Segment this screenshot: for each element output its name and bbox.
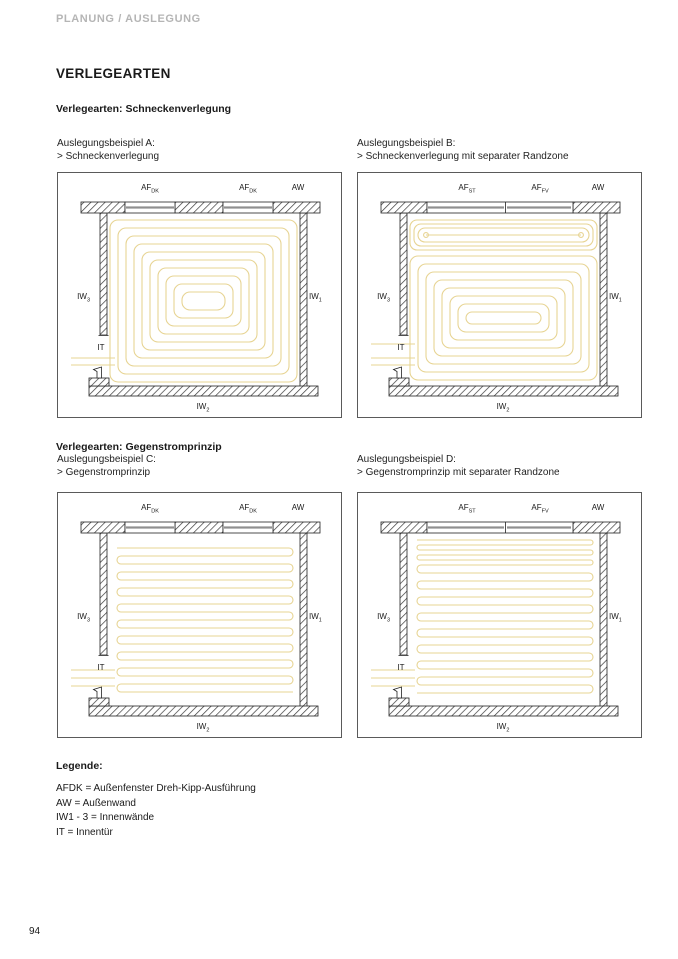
label-wall-bottom: $IW_2$ [196,722,210,734]
label-door: IT [97,663,105,672]
caption-example-a [57,138,159,163]
legend-list [56,782,256,840]
label-door: IT [397,343,405,352]
label-window1: $AF_{DK}$ [141,183,159,195]
legend-item-it: IT = Innentür [56,826,113,838]
label-outer-wall: AW [291,503,305,512]
label-window2: $AF_{DK}$ [239,183,257,195]
section-heading-schneckenverlegung: Verlegearten: Schneckenverlegung [56,103,232,115]
label-window1: $AF_{DK}$ [141,503,159,515]
legend-item-iw: IW1 - 3 = Innenwände [56,812,155,823]
label-wall-left: $IW_3$ [377,292,390,304]
diagram-a [57,172,342,418]
section-heading-gegenstromprinzip: Verlegearten: Gegenstromprinzip [56,441,222,453]
label-window1: $AF_{ST}$ [458,183,476,195]
label-wall-left: $IW_3$ [377,612,390,624]
label-window2: $AF_{FV}$ [531,183,549,195]
label-wall-right: $IW_1$ [609,292,622,304]
caption-d-line2: > Gegenstromprinzip mit separater Randzone [357,466,560,478]
caption-a-line1: Auslegungsbeispiel A: [57,138,155,149]
diagram-b [357,172,642,418]
caption-example-c [57,454,156,479]
label-outer-wall: AW [591,503,605,512]
label-window2: $AF_{FV}$ [531,503,549,515]
label-door: IT [397,663,405,672]
caption-example-b [357,138,569,163]
caption-c-line2: > Gegenstromprinzip [57,466,151,478]
caption-b-line1: Auslegungsbeispiel B: [357,138,456,149]
label-wall-bottom: $IW_2$ [496,402,510,414]
legend-title: Legende: [56,760,103,772]
label-wall-right: $IW_1$ [309,612,322,624]
label-wall-bottom: $IW_2$ [496,722,510,734]
page-header: PLANUNG / AUSLEGUNG [56,13,201,25]
caption-a-line2: > Schneckenverlegung [57,150,160,162]
page-number: 94 [29,926,41,937]
label-wall-bottom: $IW_2$ [196,402,210,414]
diagram-c [57,492,342,738]
label-outer-wall: AW [291,183,305,192]
diagram-d [357,492,642,738]
label-wall-left: $IW_3$ [77,612,90,624]
label-outer-wall: AW [591,183,605,192]
label-wall-right: $IW_1$ [609,612,622,624]
legend-item-afdk: AFDK = Außenfenster Dreh-Kipp-Ausführung [56,783,256,794]
page-title: VERLEGEARTEN [56,66,171,81]
caption-b-line2: > Schneckenverlegung mit separater Randzone [357,150,569,162]
caption-d-line1: Auslegungsbeispiel D: [357,454,456,465]
label-window1: $AF_{ST}$ [458,503,476,515]
label-door: IT [97,343,105,352]
label-wall-left: $IW_3$ [77,292,90,304]
label-window2: $AF_{DK}$ [239,503,257,515]
legend-item-aw: AW = Außenwand [56,797,136,809]
caption-example-d [357,454,560,479]
caption-c-line1: Auslegungsbeispiel C: [57,454,156,465]
label-wall-right: $IW_1$ [309,292,322,304]
